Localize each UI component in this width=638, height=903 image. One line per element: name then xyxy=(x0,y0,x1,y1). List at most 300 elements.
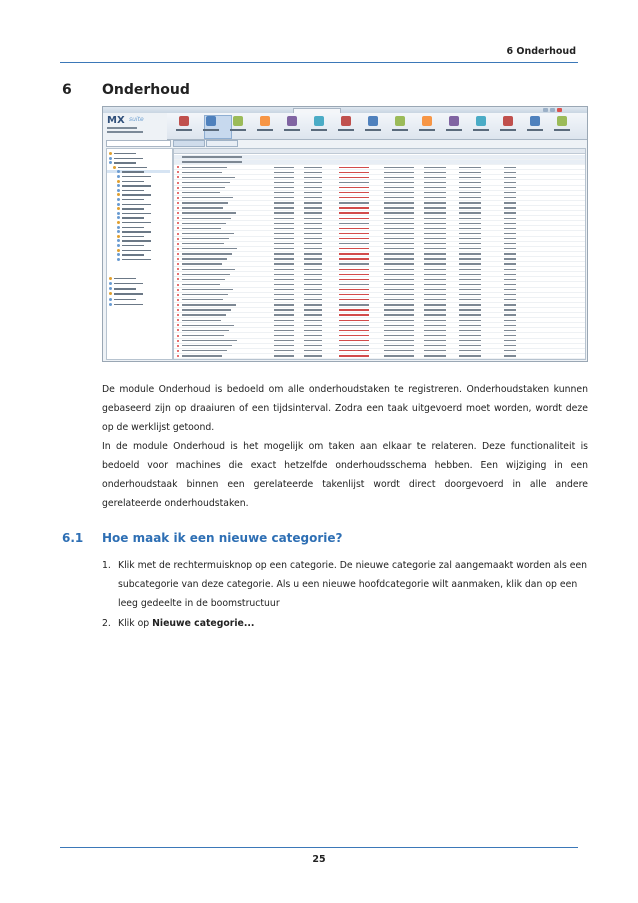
task-status-icon xyxy=(177,187,179,189)
grid-cell xyxy=(459,182,481,183)
grid-cell xyxy=(304,192,322,193)
grid-cell xyxy=(339,279,369,280)
grid-cell xyxy=(339,309,369,310)
grid-cell xyxy=(339,304,369,305)
grid-cell xyxy=(339,330,369,331)
grid-cell xyxy=(384,355,414,356)
step-text: Klik met de rechtermuisknop op een categorie. De nieuwe categorie zal aangemaakt worden als een subcategorie van deze categorie. Als u een nieuwe hoofdcategorie wilt aanmaken, klik dan op een leeg gedeelte in de boomstructuur xyxy=(118,560,588,609)
grid-cell xyxy=(424,192,446,193)
grid-cell xyxy=(384,294,414,295)
grid-cell xyxy=(384,182,414,183)
grid-cell xyxy=(182,197,233,198)
ribbon-icon xyxy=(395,116,405,126)
grid-cell xyxy=(424,345,446,346)
grid-cell xyxy=(384,243,414,244)
tree-node-label xyxy=(122,240,151,241)
grid-cell xyxy=(459,177,481,178)
grid-cell xyxy=(424,355,446,356)
tree-node-icon xyxy=(117,244,120,247)
grid-cell xyxy=(459,309,481,310)
grid-cell xyxy=(339,355,369,356)
grid-cell xyxy=(384,212,414,213)
ribbon-toolbar xyxy=(167,113,587,140)
grid-cell xyxy=(384,228,414,229)
grid-cell xyxy=(384,167,414,168)
grid-cell xyxy=(424,202,446,203)
tree-node-icon xyxy=(109,282,112,285)
grid-cell xyxy=(274,182,294,183)
ribbon-icon xyxy=(503,116,513,126)
grid-cell xyxy=(424,325,446,326)
grid-cell xyxy=(424,182,446,183)
grid-cell xyxy=(459,228,481,229)
grid-cell xyxy=(304,269,322,270)
tree-node xyxy=(107,170,170,173)
section-title: Hoe maak ik een nieuwe categorie? xyxy=(102,531,343,545)
grid-cell xyxy=(274,248,294,249)
grid-cell xyxy=(504,279,516,280)
tree-node-icon xyxy=(117,175,120,178)
grid-cell xyxy=(274,345,294,346)
grid-cell xyxy=(459,202,481,203)
grid-cell xyxy=(459,314,481,315)
ribbon-icon xyxy=(449,116,459,126)
grid-cell xyxy=(304,294,322,295)
tree-node-label xyxy=(114,304,143,305)
ribbon-button xyxy=(337,116,355,136)
grid-cell xyxy=(339,335,369,336)
ribbon-button xyxy=(526,116,544,136)
ribbon-icon xyxy=(179,116,189,126)
grid-cell xyxy=(459,320,481,321)
grid-cell xyxy=(384,172,414,173)
grid-cell xyxy=(274,340,294,341)
grid-cell xyxy=(459,355,481,356)
grid-cell xyxy=(459,345,481,346)
grid-cell xyxy=(504,314,516,315)
grid-cell xyxy=(182,350,227,351)
grid-cell xyxy=(424,330,446,331)
grid-cell xyxy=(459,284,481,285)
tree-node-icon xyxy=(117,221,120,224)
tree-node-label xyxy=(122,194,151,195)
grid-cell xyxy=(424,223,446,224)
tree-node-icon xyxy=(109,157,112,160)
tree-node-icon xyxy=(117,226,120,229)
grid-cell xyxy=(304,248,322,249)
ribbon-label xyxy=(365,129,381,131)
task-status-icon xyxy=(177,278,179,280)
grid-cell xyxy=(304,263,322,264)
grid-cell xyxy=(304,197,322,198)
ribbon-button xyxy=(553,116,571,136)
grid-cell xyxy=(304,279,322,280)
grid-cell xyxy=(504,243,516,244)
grid-cell xyxy=(182,345,232,346)
tree-node-label xyxy=(122,254,144,255)
grid-cell xyxy=(339,182,369,183)
grid-cell xyxy=(459,269,481,270)
grid-cell xyxy=(384,320,414,321)
grid-cell xyxy=(274,202,294,203)
grid-cell xyxy=(339,212,369,213)
tree-node-icon xyxy=(117,180,120,183)
grid-cell xyxy=(182,182,230,183)
maximize-icon xyxy=(550,108,555,112)
task-status-icon xyxy=(177,192,179,194)
grid-cell xyxy=(182,228,221,229)
tree-node-icon xyxy=(113,166,116,169)
grid-cell xyxy=(504,197,516,198)
grid-cell xyxy=(384,223,414,224)
grid-cell xyxy=(424,304,446,305)
task-status-icon xyxy=(177,212,179,214)
grid-cell xyxy=(304,167,322,168)
task-status-icon xyxy=(177,324,179,326)
grid-cell xyxy=(274,258,294,259)
grid-cell xyxy=(274,355,294,356)
grid-cell xyxy=(424,187,446,188)
grid-cell xyxy=(182,187,225,188)
grid-cell xyxy=(459,223,481,224)
grid-cell xyxy=(339,177,369,178)
grid-cell xyxy=(274,320,294,321)
grid-cell xyxy=(459,197,481,198)
grid-cell xyxy=(504,320,516,321)
task-status-icon xyxy=(177,284,179,286)
ribbon-icon xyxy=(260,116,270,126)
grid-cell xyxy=(182,238,229,239)
tree-node-icon xyxy=(117,198,120,201)
grid-cell xyxy=(424,248,446,249)
grid-cell xyxy=(459,172,481,173)
grid-cell xyxy=(304,345,322,346)
grid-cell xyxy=(384,263,414,264)
task-status-icon xyxy=(177,176,179,178)
grid-cell xyxy=(304,243,322,244)
grid-cell xyxy=(384,304,414,305)
grid-cell xyxy=(182,320,221,321)
grid-cell xyxy=(339,320,369,321)
grid-cell xyxy=(384,269,414,270)
task-status-icon xyxy=(177,253,179,255)
task-status-icon xyxy=(177,268,179,270)
logo-line xyxy=(107,127,137,129)
grid-cell xyxy=(504,192,516,193)
task-status-icon xyxy=(177,314,179,316)
grid-cell xyxy=(424,340,446,341)
grid-cell xyxy=(424,172,446,173)
chapter-number: 6 xyxy=(62,82,72,98)
grid-cell xyxy=(182,330,229,331)
grid-cell xyxy=(339,197,369,198)
task-status-icon xyxy=(177,207,179,209)
ribbon-label xyxy=(419,129,435,131)
grid-cell xyxy=(424,299,446,300)
grid-cell xyxy=(504,207,516,208)
grid-cell xyxy=(459,207,481,208)
tree-node-label xyxy=(122,171,144,172)
grid-cell xyxy=(424,274,446,275)
grid-cell xyxy=(384,248,414,249)
task-status-icon xyxy=(177,182,179,184)
grid-cell xyxy=(504,172,516,173)
grid-cell xyxy=(504,233,516,234)
tree-node-label xyxy=(122,259,151,260)
ribbon-label xyxy=(500,129,516,131)
grid-cell xyxy=(182,309,231,310)
ribbon-label xyxy=(392,129,408,131)
grid-cell xyxy=(424,177,446,178)
grid-cell xyxy=(384,187,414,188)
tree-node-label xyxy=(122,204,151,205)
grid-cell xyxy=(384,289,414,290)
task-status-icon xyxy=(177,197,179,199)
grid-cell xyxy=(182,269,235,270)
grid-cell xyxy=(182,207,223,208)
grid-cell xyxy=(182,299,223,300)
task-status-icon xyxy=(177,227,179,229)
grid-cell xyxy=(459,330,481,331)
tree-node-icon xyxy=(109,161,112,164)
ribbon-icon xyxy=(422,116,432,126)
grid-cell xyxy=(182,284,220,285)
task-status-icon xyxy=(177,243,179,245)
grid-cell xyxy=(339,284,369,285)
grid-cell xyxy=(304,309,322,310)
grid-cell xyxy=(182,243,224,244)
grid-cell xyxy=(384,197,414,198)
ribbon-label xyxy=(473,129,489,131)
grid-cell xyxy=(182,248,237,249)
grid-cell xyxy=(424,294,446,295)
ribbon-button xyxy=(472,116,490,136)
tree-node-icon xyxy=(109,298,112,301)
step-number: 2. xyxy=(102,618,111,629)
ribbon-label xyxy=(311,129,327,131)
grid-cell xyxy=(424,207,446,208)
grid-cell xyxy=(504,182,516,183)
ribbon-icon xyxy=(314,116,324,126)
grid-cell xyxy=(339,345,369,346)
grid-cell xyxy=(274,350,294,351)
grid-cell xyxy=(424,335,446,336)
grid-cell xyxy=(339,350,369,351)
task-status-icon xyxy=(177,171,179,173)
grid-cell xyxy=(182,325,234,326)
grid-cell xyxy=(304,284,322,285)
grid-cell xyxy=(504,167,516,168)
new-category-command: Nieuwe categorie... xyxy=(152,618,255,629)
grid-cell xyxy=(504,350,516,351)
ribbon-icon xyxy=(341,116,351,126)
grid-cell xyxy=(182,192,220,193)
grid-cell xyxy=(274,197,294,198)
grid-cell xyxy=(424,320,446,321)
grid-cell xyxy=(304,223,322,224)
ribbon-label xyxy=(203,129,219,131)
grid-cell xyxy=(339,325,369,326)
tree-node-label xyxy=(122,199,144,200)
grid-cell xyxy=(424,279,446,280)
relations-paragraph: In de module Onderhoud is het mogelijk om taken aan elkaar te relateren. Deze functionaliteit is bedoeld voor machines die exact hetzelfde onderhoudsschema hebben. Een wijziging in een onderhoudstaak binnen een gerelateerde takenlijst wordt direct doorgevoerd in alle andere gerelateerde onderhoudstaken. xyxy=(102,441,588,509)
ribbon-icon xyxy=(530,116,540,126)
grid-cell xyxy=(274,207,294,208)
grid-cell xyxy=(304,274,322,275)
grid-cell xyxy=(504,284,516,285)
task-status-icon xyxy=(177,304,179,306)
grid-cell xyxy=(459,294,481,295)
grid-cell xyxy=(274,228,294,229)
grid-cell xyxy=(274,284,294,285)
grid-cell xyxy=(339,289,369,290)
ribbon-label xyxy=(446,129,462,131)
grid-cell xyxy=(459,212,481,213)
grid-cell xyxy=(182,172,222,173)
tree-node-icon xyxy=(117,193,120,196)
grid-cell xyxy=(182,279,225,280)
task-status-icon xyxy=(177,233,179,235)
grid-cell xyxy=(504,258,516,259)
grid-cell xyxy=(304,207,322,208)
grid-cell xyxy=(182,233,234,234)
tree-node-icon xyxy=(109,152,112,155)
grid-cell xyxy=(459,192,481,193)
ribbon-button xyxy=(364,116,382,136)
tree-node-label xyxy=(114,299,136,300)
task-status-icon xyxy=(177,319,179,321)
grid-cell xyxy=(424,269,446,270)
grid-cell xyxy=(504,304,516,305)
grid-cell xyxy=(274,177,294,178)
grid-cell xyxy=(182,177,235,178)
grid-cell xyxy=(304,330,322,331)
grid-cell xyxy=(182,223,226,224)
grid-cell xyxy=(304,182,322,183)
ribbon-icon xyxy=(233,116,243,126)
task-status-icon xyxy=(177,222,179,224)
ribbon-label xyxy=(284,129,300,131)
grid-cell xyxy=(459,263,481,264)
grid-cell xyxy=(424,350,446,351)
grid-cell xyxy=(304,218,322,219)
grid-cell xyxy=(304,325,322,326)
grid-cell xyxy=(504,238,516,239)
grid-cell xyxy=(339,340,369,341)
grid-cell xyxy=(339,314,369,315)
grid-cell xyxy=(274,309,294,310)
grid-cell xyxy=(459,335,481,336)
grid-cell xyxy=(424,309,446,310)
grid-cell xyxy=(504,248,516,249)
task-status-icon xyxy=(177,166,179,168)
grid-cell xyxy=(304,320,322,321)
grid-cell xyxy=(504,330,516,331)
grid-cell xyxy=(182,167,227,168)
grid-cell xyxy=(182,161,242,162)
grid-cell xyxy=(384,253,414,254)
task-status-icon xyxy=(177,202,179,204)
tree-node-label xyxy=(122,213,151,214)
grid-cell xyxy=(384,274,414,275)
grid-cell xyxy=(459,243,481,244)
tree-node-label xyxy=(122,231,151,232)
grid-cell xyxy=(304,335,322,336)
ribbon-label xyxy=(338,129,354,131)
chapter-title: Onderhoud xyxy=(102,82,190,98)
grid-cell xyxy=(504,228,516,229)
tree-node-label xyxy=(114,153,136,154)
grid-cell xyxy=(384,314,414,315)
grid-cell xyxy=(339,207,369,208)
grid-cell xyxy=(274,299,294,300)
ribbon-icon xyxy=(557,116,567,126)
grid-cell xyxy=(339,299,369,300)
task-status-icon xyxy=(177,335,179,337)
grid-cell xyxy=(274,279,294,280)
grid-cell xyxy=(504,212,516,213)
ribbon-button xyxy=(391,116,409,136)
grid-cell xyxy=(182,212,236,213)
grid-cell xyxy=(274,294,294,295)
tree-node-label xyxy=(122,222,151,223)
grid-cell xyxy=(339,248,369,249)
grid-cell xyxy=(274,243,294,244)
step-text xyxy=(118,614,588,633)
grid-cell xyxy=(274,335,294,336)
logo-suite: suite xyxy=(129,116,144,123)
grid-cell xyxy=(339,294,369,295)
tree-node-label xyxy=(114,278,136,279)
ribbon-label xyxy=(176,129,192,131)
task-status-icon xyxy=(177,309,179,311)
tree-node-icon xyxy=(117,239,120,242)
task-status-icon xyxy=(177,340,179,342)
tree-node-label xyxy=(122,181,144,182)
grid-cell xyxy=(182,314,226,315)
ribbon-button xyxy=(175,116,193,136)
grid-cell xyxy=(459,253,481,254)
grid-cell xyxy=(504,299,516,300)
ribbon-button xyxy=(283,116,301,136)
grid-cell xyxy=(384,330,414,331)
grid-cell xyxy=(459,299,481,300)
minimize-icon xyxy=(543,108,548,112)
grid-cell xyxy=(182,253,232,254)
grid-cell xyxy=(182,274,230,275)
task-status-icon xyxy=(177,238,179,240)
grid-cell xyxy=(459,279,481,280)
grid-cell xyxy=(182,294,228,295)
grid-cell xyxy=(384,325,414,326)
running-header: 6 Onderhoud xyxy=(506,46,576,57)
ribbon-label xyxy=(257,129,273,131)
grid-cell xyxy=(274,330,294,331)
tree-node-icon xyxy=(117,235,120,238)
tree-node-icon xyxy=(117,216,120,219)
grid-cell xyxy=(339,223,369,224)
step-number: 1. xyxy=(102,560,111,571)
tree-node-icon xyxy=(109,277,112,280)
task-status-icon xyxy=(177,273,179,275)
grid-cell xyxy=(504,177,516,178)
grid-cell xyxy=(182,263,222,264)
tree-node-icon xyxy=(109,287,112,290)
grid-cell xyxy=(304,177,322,178)
grid-cell xyxy=(182,304,236,305)
grid-cell xyxy=(182,335,224,336)
grid-cell xyxy=(504,274,516,275)
